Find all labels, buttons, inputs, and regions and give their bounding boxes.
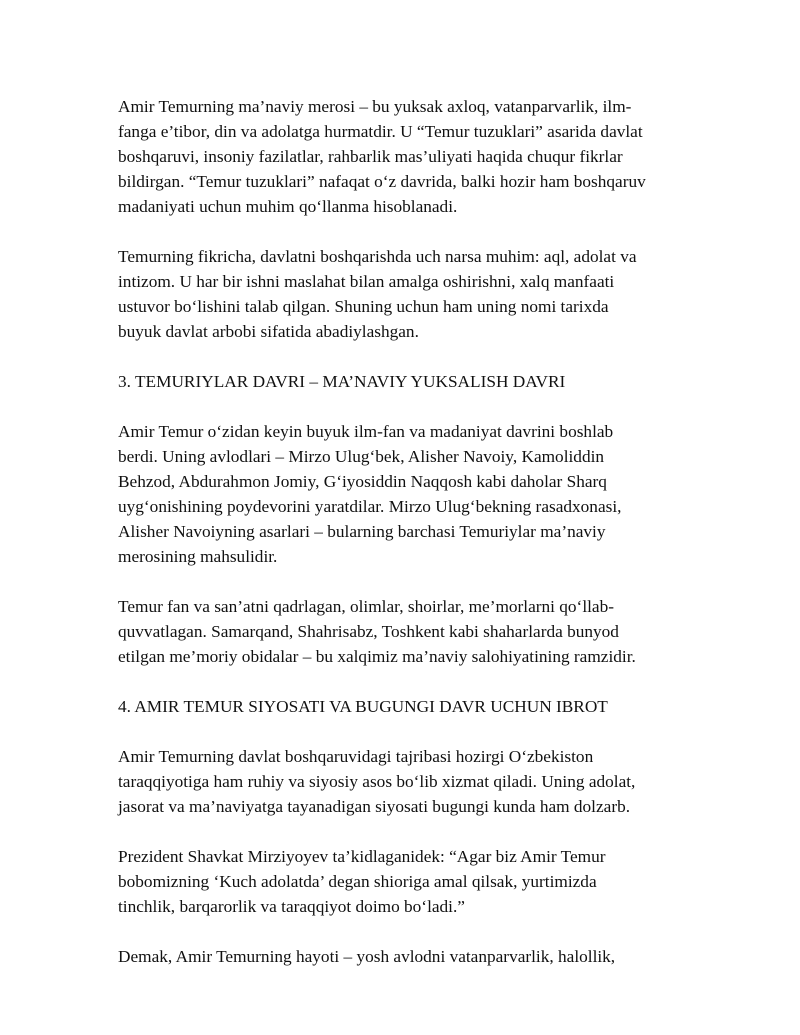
section-heading-4: 4. AMIR TEMUR SIYOSATI VA BUGUNGI DAVR UCHUN IBROT [118, 697, 608, 716]
text-line: bobomizning ‘Kuch adolatda’ degan shioriga amal qilsak, yurtimizda [118, 872, 597, 891]
text-line: Behzod, Abdurahmon Jomiy, G‘iyosiddin Naqqosh kabi daholar Sharq [118, 472, 607, 491]
text-line: merosining mahsulidir. [118, 547, 278, 566]
text-line: Amir Temurning davlat boshqaruvidagi tajribasi hozirgi O‘zbekiston [118, 747, 594, 766]
text-line: Temur fan va san’atni qadrlagan, olimlar, shoirlar, me’morlarni qo‘llab- [118, 597, 614, 616]
section-heading-3: 3. TEMURIYLAR DAVRI – MA’NAVIY YUKSALISH DAVRI [118, 372, 566, 391]
paragraph-5 [118, 744, 682, 819]
paragraph-4 [118, 594, 682, 669]
text-line: tinchlik, barqarorlik va taraqqiyot doimo bo‘ladi.” [118, 897, 465, 916]
paragraph-3 [118, 419, 682, 569]
text-line: uyg‘onishining poydevorini yaratdilar. Mirzo Ulug‘bekning rasadxonasi, [118, 497, 622, 516]
text-line: quvvatlagan. Samarqand, Shahrisabz, Toshkent kabi shaharlarda bunyod [118, 622, 619, 641]
paragraph-2 [118, 244, 682, 344]
text-line: intizom. U har bir ishni maslahat bilan amalga oshirishni, xalq manfaati [118, 272, 615, 291]
text-line: Demak, Amir Temurning hayoti – yosh avlodni vatanparvarlik, halollik, [118, 947, 616, 966]
text-line: Prezident Shavkat Mirziyoyev ta’kidlaganidek: “Agar biz Amir Temur [118, 847, 606, 866]
paragraph-7 [118, 944, 682, 969]
text-line: ustuvor bo‘lishini talab qilgan. Shuning uchun ham uning nomi tarixda [118, 297, 609, 316]
text-line: buyuk davlat arbobi sifatida abadiylashgan. [118, 322, 419, 341]
text-line: etilgan me’moriy obidalar – bu xalqimiz ma’naviy salohiyatining ramzidir. [118, 647, 636, 666]
text-line: Alisher Navoiyning asarlari – bularning barchasi Temuriylar ma’naviy [118, 522, 606, 541]
text-line: Amir Temur o‘zidan keyin buyuk ilm-fan va madaniyat davrini boshlab [118, 422, 614, 441]
text-line: Amir Temurning ma’naviy merosi – bu yuksak axloq, vatanparvarlik, ilm- [118, 97, 632, 116]
text-line: bildirgan. “Temur tuzuklari” nafaqat o‘z davrida, balki hozir ham boshqaruv [118, 172, 646, 191]
paragraph-6 [118, 844, 682, 919]
text-line: Temurning fikricha, davlatni boshqarishda uch narsa muhim: aql, adolat va [118, 247, 637, 266]
paragraph-1 [118, 94, 682, 219]
text-line: berdi. Uning avlodlari – Mirzo Ulug‘bek, Alisher Navoiy, Kamoliddin [118, 447, 605, 466]
text-line: jasorat va ma’naviyatga tayanadigan siyosati bugungi kunda ham dolzarb. [118, 797, 631, 816]
text-line: madaniyati uchun muhim qo‘llanma hisoblanadi. [118, 197, 458, 216]
text-line: boshqaruvi, insoniy fazilatlar, rahbarlik mas’uliyati haqida chuqur fikrlar [118, 147, 623, 166]
text-line: fanga e’tibor, din va adolatga hurmatdir. U “Temur tuzuklari” asarida davlat [118, 122, 643, 141]
text-line: taraqqiyotiga ham ruhiy va siyosiy asos bo‘lib xizmat qiladi. Uning adolat, [118, 772, 636, 791]
